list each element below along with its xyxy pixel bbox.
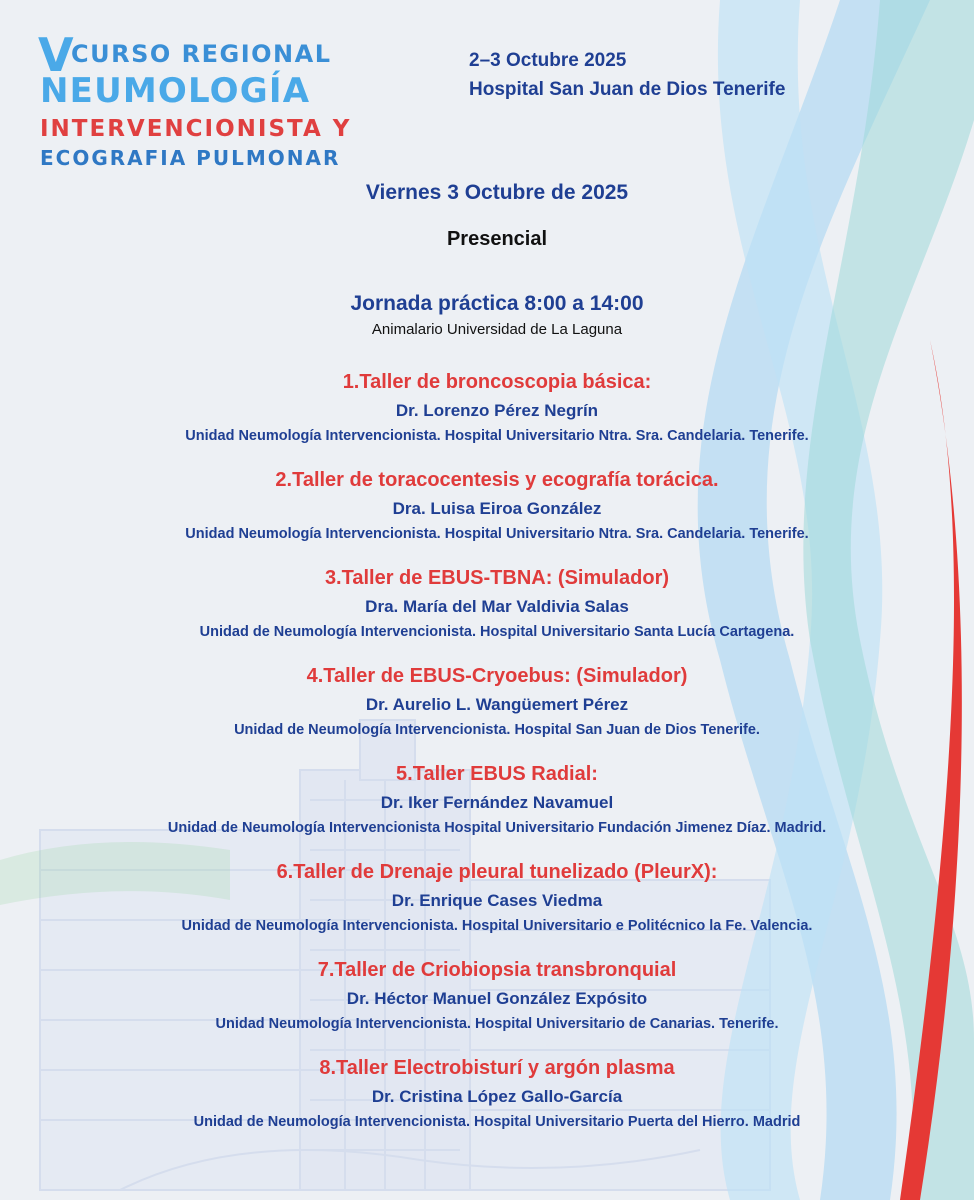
logo-ecografia: ECOGRAFIA PULMONAR: [40, 146, 341, 170]
event-dates: 2–3 Octubre 2025: [469, 50, 627, 71]
workshop-doctor: Dr. Cristina López Gallo-García: [371, 1087, 623, 1106]
session-heading: Jornada práctica 8:00 a 14:00: [350, 292, 644, 315]
workshop-item: [0, 661, 974, 759]
logo-neumologia: NEUMOLOGÍA: [40, 71, 311, 111]
workshop-title: 5.Taller EBUS Radial:: [396, 763, 598, 785]
workshop-doctor: Dr. Lorenzo Pérez Negrín: [395, 401, 599, 420]
workshop-item: [0, 1053, 974, 1151]
workshop-doctor: Dr. Héctor Manuel González Expósito: [346, 989, 648, 1008]
workshop-list: [0, 367, 974, 1151]
attendance-mode: Presencial: [446, 228, 548, 250]
workshop-item: [0, 563, 974, 661]
workshop-unit: Unidad Neumología Intervencionista. Hospital Universitario de Canarias. Tenerife.: [215, 1016, 779, 1032]
workshop-unit: Unidad de Neumología Intervencionista. Hospital San Juan de Dios Tenerife.: [234, 722, 760, 738]
day-date: Viernes 3 Octubre de 2025: [365, 181, 629, 204]
logo-course-regional: CURSO REGIONAL: [71, 40, 332, 68]
workshop-unit: Unidad de Neumología Intervencionista. Hospital Universitario e Politécnico la Fe. Valencia.: [181, 918, 813, 934]
logo-roman-numeral: V: [38, 28, 73, 82]
workshop-item: [0, 857, 974, 955]
workshop-unit: Unidad Neumología Intervencionista. Hospital Universitario Ntra. Sra. Candelaria. Tenerife.: [185, 428, 809, 444]
session-location: Animalario Universidad de La Laguna: [371, 321, 623, 338]
workshop-title: 6.Taller de Drenaje pleural tunelizado (PleurX):: [276, 861, 718, 883]
workshop-doctor: Dra. Luisa Eiroa González: [392, 499, 602, 518]
workshop-item: [0, 759, 974, 857]
event-info: [469, 46, 785, 104]
workshop-unit: Unidad de Neumología Intervencionista. Hospital Universitario Santa Lucía Cartagena.: [199, 624, 795, 640]
workshop-doctor: Dr. Aurelio L. Wangüemert Pérez: [365, 695, 629, 714]
workshop-doctor: Dra. María del Mar Valdivia Salas: [365, 597, 629, 616]
workshop-doctor: Dr. Iker Fernández Navamuel: [380, 793, 614, 812]
workshop-title: 2.Taller de toracocentesis y ecografía torácica.: [275, 469, 719, 491]
workshop-title: 7.Taller de Criobiopsia transbronquial: [317, 959, 677, 981]
event-venue: Hospital San Juan de Dios Tenerife: [469, 79, 786, 100]
workshop-unit: Unidad de Neumología Intervencionista Hospital Universitario Fundación Jimenez Díaz. Madrid.: [167, 820, 827, 836]
workshop-unit: Unidad de Neumología Intervencionista. Hospital Universitario Puerta del Hierro. Madrid: [193, 1114, 801, 1130]
workshop-item: [0, 465, 974, 563]
workshop-doctor: Dr. Enrique Cases Viedma: [391, 891, 603, 910]
workshop-title: 3.Taller de EBUS-TBNA: (Simulador): [324, 567, 670, 589]
workshop-unit: Unidad Neumología Intervencionista. Hospital Universitario Ntra. Sra. Candelaria. Tenerife.: [185, 526, 809, 542]
workshop-title: 8.Taller Electrobisturí y argón plasma: [319, 1057, 675, 1079]
workshop-title: 4.Taller de EBUS-Cryoebus: (Simulador): [306, 665, 688, 687]
logo-intervencionista: INTERVENCIONISTA Y: [40, 116, 352, 142]
workshop-item: [0, 955, 974, 1053]
workshop-item: [0, 367, 974, 465]
workshop-title: 1.Taller de broncoscopia básica:: [342, 371, 652, 393]
